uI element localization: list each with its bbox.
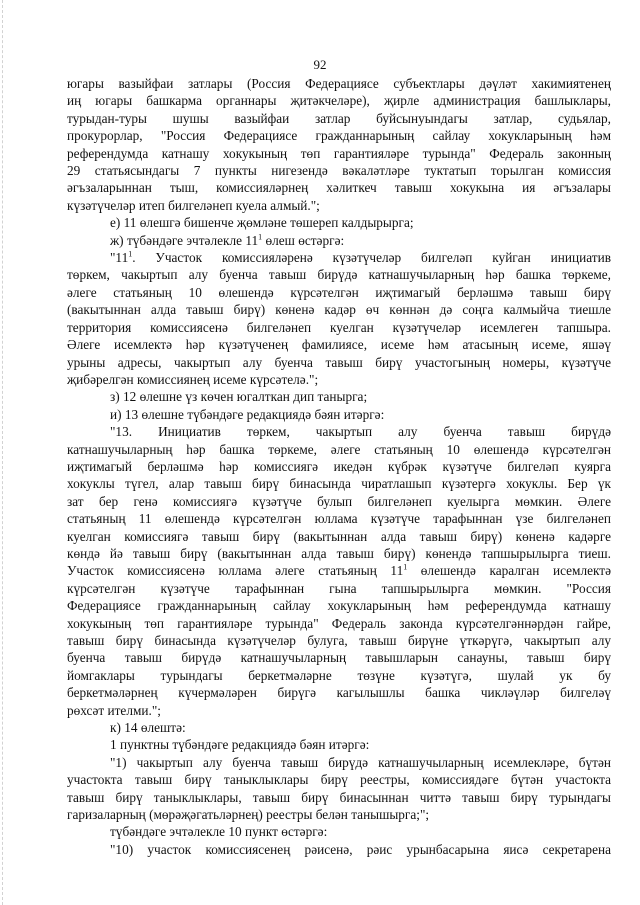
text-line: тавыш бирү бинасында күзәтүчеләр булуга, тавыш бирүне үткәрүгә, чакыртып алу bbox=[67, 633, 611, 648]
text-line: Әлеге исемлектә һәр күзәтүченең фамилиясе, исеме һәм атасының исеме, яшәү bbox=[67, 337, 611, 353]
text-line: "$11^1$. Участок комиссияләренә күзәтүчеләр билгеләп куйган инициатив bbox=[110, 249, 611, 266]
text-line: Участок комиссиясенә юллама әлеге статьяның $11^1$ өлешендә каралган исемлектә bbox=[67, 562, 611, 579]
text-line: ж) түбәндәге эчтәлекле $11^1$ өлеш өстәргә: bbox=[110, 232, 345, 248]
text-line: төркем, чакыртып алу буенча тавыш бирүдә катнашучыларның һәр башка төркеме, bbox=[67, 267, 611, 283]
text-line: "1) чакыртып алу буенча тавыш бирүдә катнашучыларның исемлекләре, бүтән bbox=[110, 754, 611, 770]
page-number: 92 bbox=[313, 57, 327, 72]
text-line: урыны адресы, чакыртып алу буенча тавыш бирү участогының номеры, күзәтүче bbox=[67, 354, 611, 370]
text-line: прокурорлар, "Россия Федерациясе гражданнарының сайлау хокукларының һәм bbox=[67, 128, 611, 144]
text-line: Федерациясе гражданнарының сайлау хокукларының һәм референдумда катнашу bbox=[67, 598, 611, 614]
scan-left-edge bbox=[2, 0, 4, 905]
text-line: гаризаларның (мөрәҗәгатьләрнең) реестры белән танышырга;"; bbox=[67, 807, 430, 823]
text-line: түбәндәге эчтәлекле 10 пункт өстәргә: bbox=[110, 824, 328, 840]
superscript: 1 bbox=[128, 249, 133, 259]
text-line: е) 11 өлешгә бишенче җөмләне төшереп калдырырга; bbox=[110, 215, 414, 231]
superscript: 1 bbox=[403, 562, 408, 572]
text-line: күзәтүчеләр итеп билгеләнеп куела алмый."; bbox=[67, 197, 320, 213]
text-line: турыдан-туры шушы вазыйфаи затлар буйсынуындагы затлар, судьялар, bbox=[67, 110, 611, 126]
text-line: "13. Инициатив төркем, чакыртып алу буенча тавыш бирүдә bbox=[110, 424, 611, 440]
text-line: к) 14 өлештә: bbox=[110, 720, 186, 736]
text-line: көндә йә тавыш бирү (вакытыннан алда тавыш бирү) көнендә тапшырылырга тиеш. bbox=[67, 545, 611, 561]
text-line: җибәрелгән комиссиянең исеме күрсәтелә."; bbox=[67, 371, 319, 387]
text-line: "10) участок комиссиясенең рәисенә, рәис урынбасарына яисә секретарена bbox=[110, 841, 611, 857]
text-line: югары вазыйфаи затлары (Россия Федерациясе субъектлары дәүләт хакимиятенең bbox=[67, 76, 611, 91]
text-line: әгъзаларыннан тыш, комиссияләрнең хәлиткеч тавыш хокукына ия әгъзалары bbox=[67, 180, 611, 196]
text-line: зат бер генә комиссиягә күзәтүче булып билгеләнеп куелырга мөмкин. Әлеге bbox=[67, 493, 611, 509]
text-line: (вакытыннан алда тавыш бирү) көненә кадәр өч көннән дә соңга калмыйча тиешле bbox=[67, 302, 611, 318]
text-line: куелган комиссиягә тавыш бирү (вакытыннан алда тавыш бирү) көненә кадәрге bbox=[67, 528, 611, 544]
text-line: территория комиссиясенә билгеләнеп куелган күзәтүчеләр исемлеген тапшыра. bbox=[67, 319, 611, 335]
text-line: референдумда катнашу хокукының төп гарантияләре турында" Федераль законның bbox=[67, 145, 611, 161]
text-line: катнашучыларның һәр башка төркеме, әлеге статьяның 10 өлешендә күрсәтелгән bbox=[67, 441, 611, 457]
text-line: әлеге статьяның 10 өлешендә күрсәтелгән иҗтимагый берләшмә тавыш бирү bbox=[67, 284, 611, 300]
text-line: иң югары башкарма органнары җитәкчеләре), җирле администрация башлыклары, bbox=[67, 93, 611, 109]
text-line: з) 12 өлешне үз көчен югалткан дип танырга; bbox=[110, 389, 368, 405]
text-line: тавыш бирү таныклыклары, тавыш бирү бинасыннан читтә тавыш бирү турындагы bbox=[67, 789, 611, 805]
text-line: и) 13 өлешне түбәндәге редакциядә бәян итәргә: bbox=[110, 406, 385, 422]
text-line: күрсәтелгән күзәтүче тарафыннан гына тапшырылырга мөмкин. "Россия bbox=[67, 580, 611, 596]
text-line: буенча тавыш бирүдә катнашучыларның тавышларын санауны, тавыш бирү bbox=[67, 650, 611, 666]
superscript: 1 bbox=[258, 232, 263, 242]
text-line: хокукының төп гарантияләре турында" Федераль законда күрсәтелгәннәрдән гайре, bbox=[67, 615, 611, 631]
text-line: участокта тавыш бирү таныклыклары бирү реестры, комиссиядәге бүтән участокта bbox=[67, 772, 611, 788]
text-line: йомгаклары турындагы беркетмәләрне төзүне күзәтүгә, шулай ук бу bbox=[67, 667, 611, 683]
text-line: 1 пунктны түбәндәге редакциядә бәян итәргә: bbox=[110, 737, 370, 753]
text-line: рөхсәт ителми."; bbox=[67, 702, 161, 718]
text-line: 29 статьясындагы 7 пункты нигезендә вәкаләтләре туктатып торылган комиссия bbox=[67, 163, 611, 179]
text-line: беркетмәләрнең күчермәләрен бирүгә кагылышлы башка чикләүләр билгеләү bbox=[67, 685, 611, 701]
text-line: статьяның 11 өлешендә күрсәтелгән юллама күзәтүче тарафыннан үзе билгеләнеп bbox=[67, 511, 611, 527]
document-body bbox=[67, 75, 611, 858]
text-line: хокуклы түгел, алар тавыш бирү бинасында чиратлашып күзәтергә хокуклы. Бер үк bbox=[67, 476, 611, 492]
text-line: иҗтимагый берләшмә һәр комиссиягә икедән күбрәк күзәтүче билгеләп куярга bbox=[67, 458, 611, 474]
